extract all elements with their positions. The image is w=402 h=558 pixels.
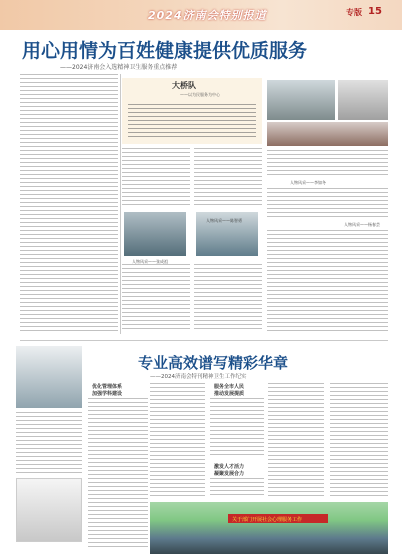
col-head-2b: 推动发展提质 (214, 391, 245, 397)
page-label: 专版 (346, 8, 362, 17)
caption-3: 人物风采——李如冬 (290, 180, 326, 185)
photo-group-2 (338, 80, 388, 120)
col-head-1: 优化管理体系 (92, 384, 123, 390)
banner-text: 关于部门开展社会心理服务工作 (232, 517, 303, 523)
column-divider-1 (120, 74, 121, 334)
col-head-3b: 凝聚发展合力 (214, 471, 245, 477)
mid-col-1-text (122, 148, 190, 208)
mid-col-3-text (267, 150, 388, 176)
mid-col-2-text-2 (194, 264, 262, 332)
bottom-subhead: ——2024济南会特刊精神卫生工作纪实 (150, 374, 247, 380)
bottom-col-2-text (150, 383, 205, 498)
bottom-col-1-text (88, 398, 148, 548)
photo-portrait-1 (124, 212, 186, 256)
quote-sub: ——以为民服务为中心 (180, 92, 220, 97)
bottom-col-3-text (210, 398, 264, 458)
portrait-caption-text (16, 412, 82, 474)
top-subhead: ——2024济南会入选精神卫生服务重点推荐 (60, 64, 178, 71)
quote-text (128, 104, 256, 140)
group-photo (150, 502, 388, 554)
page-number: 15 (368, 6, 382, 17)
header-title: 2024济南会特别报道 (148, 9, 267, 22)
caption-2: 人物风采——陈智勇 (206, 218, 242, 223)
top-left-column-text (20, 74, 118, 332)
photo-group-3 (267, 122, 388, 146)
col-head-2: 服务全市人民 (214, 384, 245, 390)
caption-1: 人物风采——张成祖 (132, 259, 168, 264)
right-col-text (267, 188, 388, 220)
col-head-3: 激发人才活力 (214, 464, 245, 470)
mid-col-1-text-2 (122, 264, 190, 332)
col-head-1b: 加强学科建设 (92, 391, 123, 397)
top-headline: 用心用情为百姓健康提供优质服务 (22, 40, 308, 62)
bottom-headline: 专业高效谱写精彩华章 (138, 354, 289, 372)
bottom-col-3-text-2 (210, 478, 264, 498)
quote-name: 大桥队 (172, 81, 196, 90)
certificate-image (16, 478, 82, 542)
right-col-text-2 (267, 230, 388, 332)
section-divider (20, 340, 388, 341)
photo-group-1 (267, 80, 335, 120)
caption-4: 人物风采——杨春芸 (344, 222, 380, 227)
bottom-col-5-text (330, 383, 388, 498)
mid-col-2-text (194, 148, 262, 208)
photo-portrait-main (16, 346, 82, 408)
bottom-col-4-text (268, 383, 324, 498)
